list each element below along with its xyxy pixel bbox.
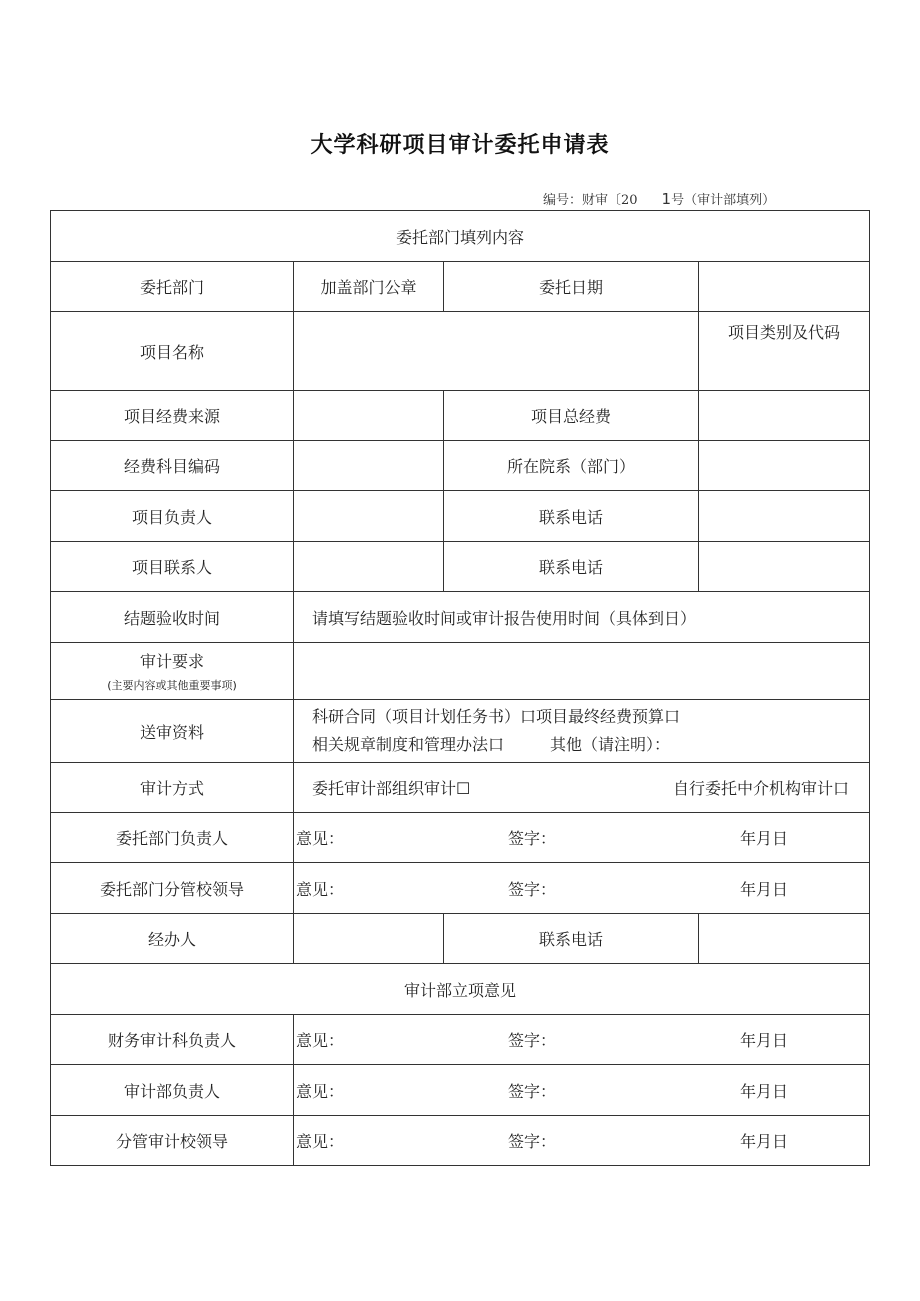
method-option-external[interactable]: 自行委托中介机构审计口	[673, 779, 850, 798]
finance-head-opinion[interactable]	[294, 1015, 870, 1065]
method-option-internal[interactable]: 委托审计部组织审计☐	[312, 779, 471, 798]
serial-prefix: 编号：财审〔20	[543, 193, 638, 208]
table-row	[51, 813, 870, 863]
funding-source-label: 项目经费来源	[51, 391, 294, 441]
handler-field[interactable]	[294, 914, 444, 964]
materials-label: 送审资料	[51, 700, 294, 763]
date-label: 年月日	[740, 1132, 789, 1151]
table-row	[51, 1065, 870, 1116]
funding-source-field[interactable]	[294, 391, 444, 441]
audit-head-opinion[interactable]	[294, 1065, 870, 1116]
table-row	[51, 914, 870, 964]
audit-leader-opinion[interactable]	[294, 1116, 870, 1166]
serial-number	[543, 189, 775, 208]
project-name-field[interactable]	[294, 312, 699, 391]
total-funding-label: 项目总经费	[444, 391, 699, 441]
serial-suffix: 号（审计部填列）	[671, 193, 776, 208]
budget-code-field[interactable]	[294, 441, 444, 491]
dept-leader-opinion[interactable]	[294, 863, 870, 914]
dept-label: 委托部门	[51, 262, 294, 312]
date-label: 年月日	[740, 879, 789, 899]
leader-phone-field[interactable]	[699, 491, 870, 542]
acceptance-label: 结题验收时间	[51, 592, 294, 643]
materials-line1[interactable]: 科研合同（项目计划任务书）口项目最终经费预算口	[312, 707, 681, 726]
handler-label: 经办人	[51, 914, 294, 964]
handler-phone-label: 联系电话	[444, 914, 699, 964]
total-funding-field[interactable]	[699, 391, 870, 441]
signature-label: 签字：	[508, 1031, 557, 1050]
acceptance-field[interactable]: 请填写结题验收时间或审计报告使用时间（具体到日）	[294, 592, 870, 643]
dept-head-opinion[interactable]	[294, 813, 870, 863]
opinion-label: 意见：	[296, 829, 345, 848]
dept-leader-label: 委托部门分管校领导	[51, 863, 294, 914]
table-row	[51, 542, 870, 592]
table-row	[51, 441, 870, 491]
signature-label: 签字：	[508, 829, 557, 848]
requirements-label-cell	[51, 643, 294, 700]
method-field	[294, 763, 870, 813]
finance-head-label: 财务审计科负责人	[51, 1015, 294, 1065]
opinion-label: 意见：	[296, 879, 345, 899]
date-label: 委托日期	[444, 262, 699, 312]
signature-label: 签字：	[508, 1081, 557, 1101]
serial-number-value: 1	[661, 190, 672, 208]
signature-label: 签字：	[508, 879, 557, 899]
table-row	[51, 592, 870, 643]
opinion-label: 意见：	[296, 1081, 345, 1101]
table-row	[51, 391, 870, 441]
college-label: 所在院系（部门）	[444, 441, 699, 491]
opinion-label: 意见：	[296, 1132, 345, 1151]
materials-line2	[312, 731, 869, 759]
page-title: 大学科研项目审计委托申请表	[310, 133, 610, 158]
table-row	[51, 1116, 870, 1166]
materials-regulations-option[interactable]: 相关规章制度和管理办法口	[312, 735, 505, 754]
table-row	[51, 312, 870, 391]
contact-phone-label: 联系电话	[444, 542, 699, 592]
table-row	[51, 643, 870, 700]
dept-head-label: 委托部门负责人	[51, 813, 294, 863]
audit-head-label: 审计部负责人	[51, 1065, 294, 1116]
leader-label: 项目负责人	[51, 491, 294, 542]
handler-phone-field[interactable]	[699, 914, 870, 964]
table-row	[51, 1015, 870, 1065]
materials-other-option[interactable]: 其他（请注明）：	[550, 735, 671, 754]
section-header-row	[51, 211, 870, 262]
section1-header: 委托部门填列内容	[51, 211, 870, 262]
section-header-row	[51, 964, 870, 1015]
dept-stamp-field[interactable]: 加盖部门公章	[294, 262, 444, 312]
materials-field[interactable]	[294, 700, 870, 763]
project-type-label: 项目类别及代码	[699, 312, 870, 391]
section2-header: 审计部立项意见	[51, 964, 870, 1015]
requirements-field[interactable]	[294, 643, 870, 700]
date-label: 年月日	[740, 1031, 789, 1050]
date-label: 年月日	[740, 1081, 789, 1101]
budget-code-label: 经费科目编码	[51, 441, 294, 491]
date-field[interactable]	[699, 262, 870, 312]
contact-phone-field[interactable]	[699, 542, 870, 592]
table-row	[51, 262, 870, 312]
application-form-table	[50, 210, 870, 1166]
signature-label: 签字：	[508, 1132, 557, 1151]
method-label: 审计方式	[51, 763, 294, 813]
contact-label: 项目联系人	[51, 542, 294, 592]
opinion-label: 意见：	[296, 1031, 345, 1050]
table-row	[51, 763, 870, 813]
table-row	[51, 700, 870, 763]
requirements-sublabel: (主要内容或其他重要事项)	[107, 679, 237, 692]
leader-field[interactable]	[294, 491, 444, 542]
requirements-label: 审计要求	[139, 652, 204, 671]
table-row	[51, 863, 870, 914]
college-field[interactable]	[699, 441, 870, 491]
audit-leader-label: 分管审计校领导	[51, 1116, 294, 1166]
project-name-label: 项目名称	[51, 312, 294, 391]
date-label: 年月日	[740, 829, 789, 848]
contact-field[interactable]	[294, 542, 444, 592]
table-row	[51, 491, 870, 542]
leader-phone-label: 联系电话	[444, 491, 699, 542]
